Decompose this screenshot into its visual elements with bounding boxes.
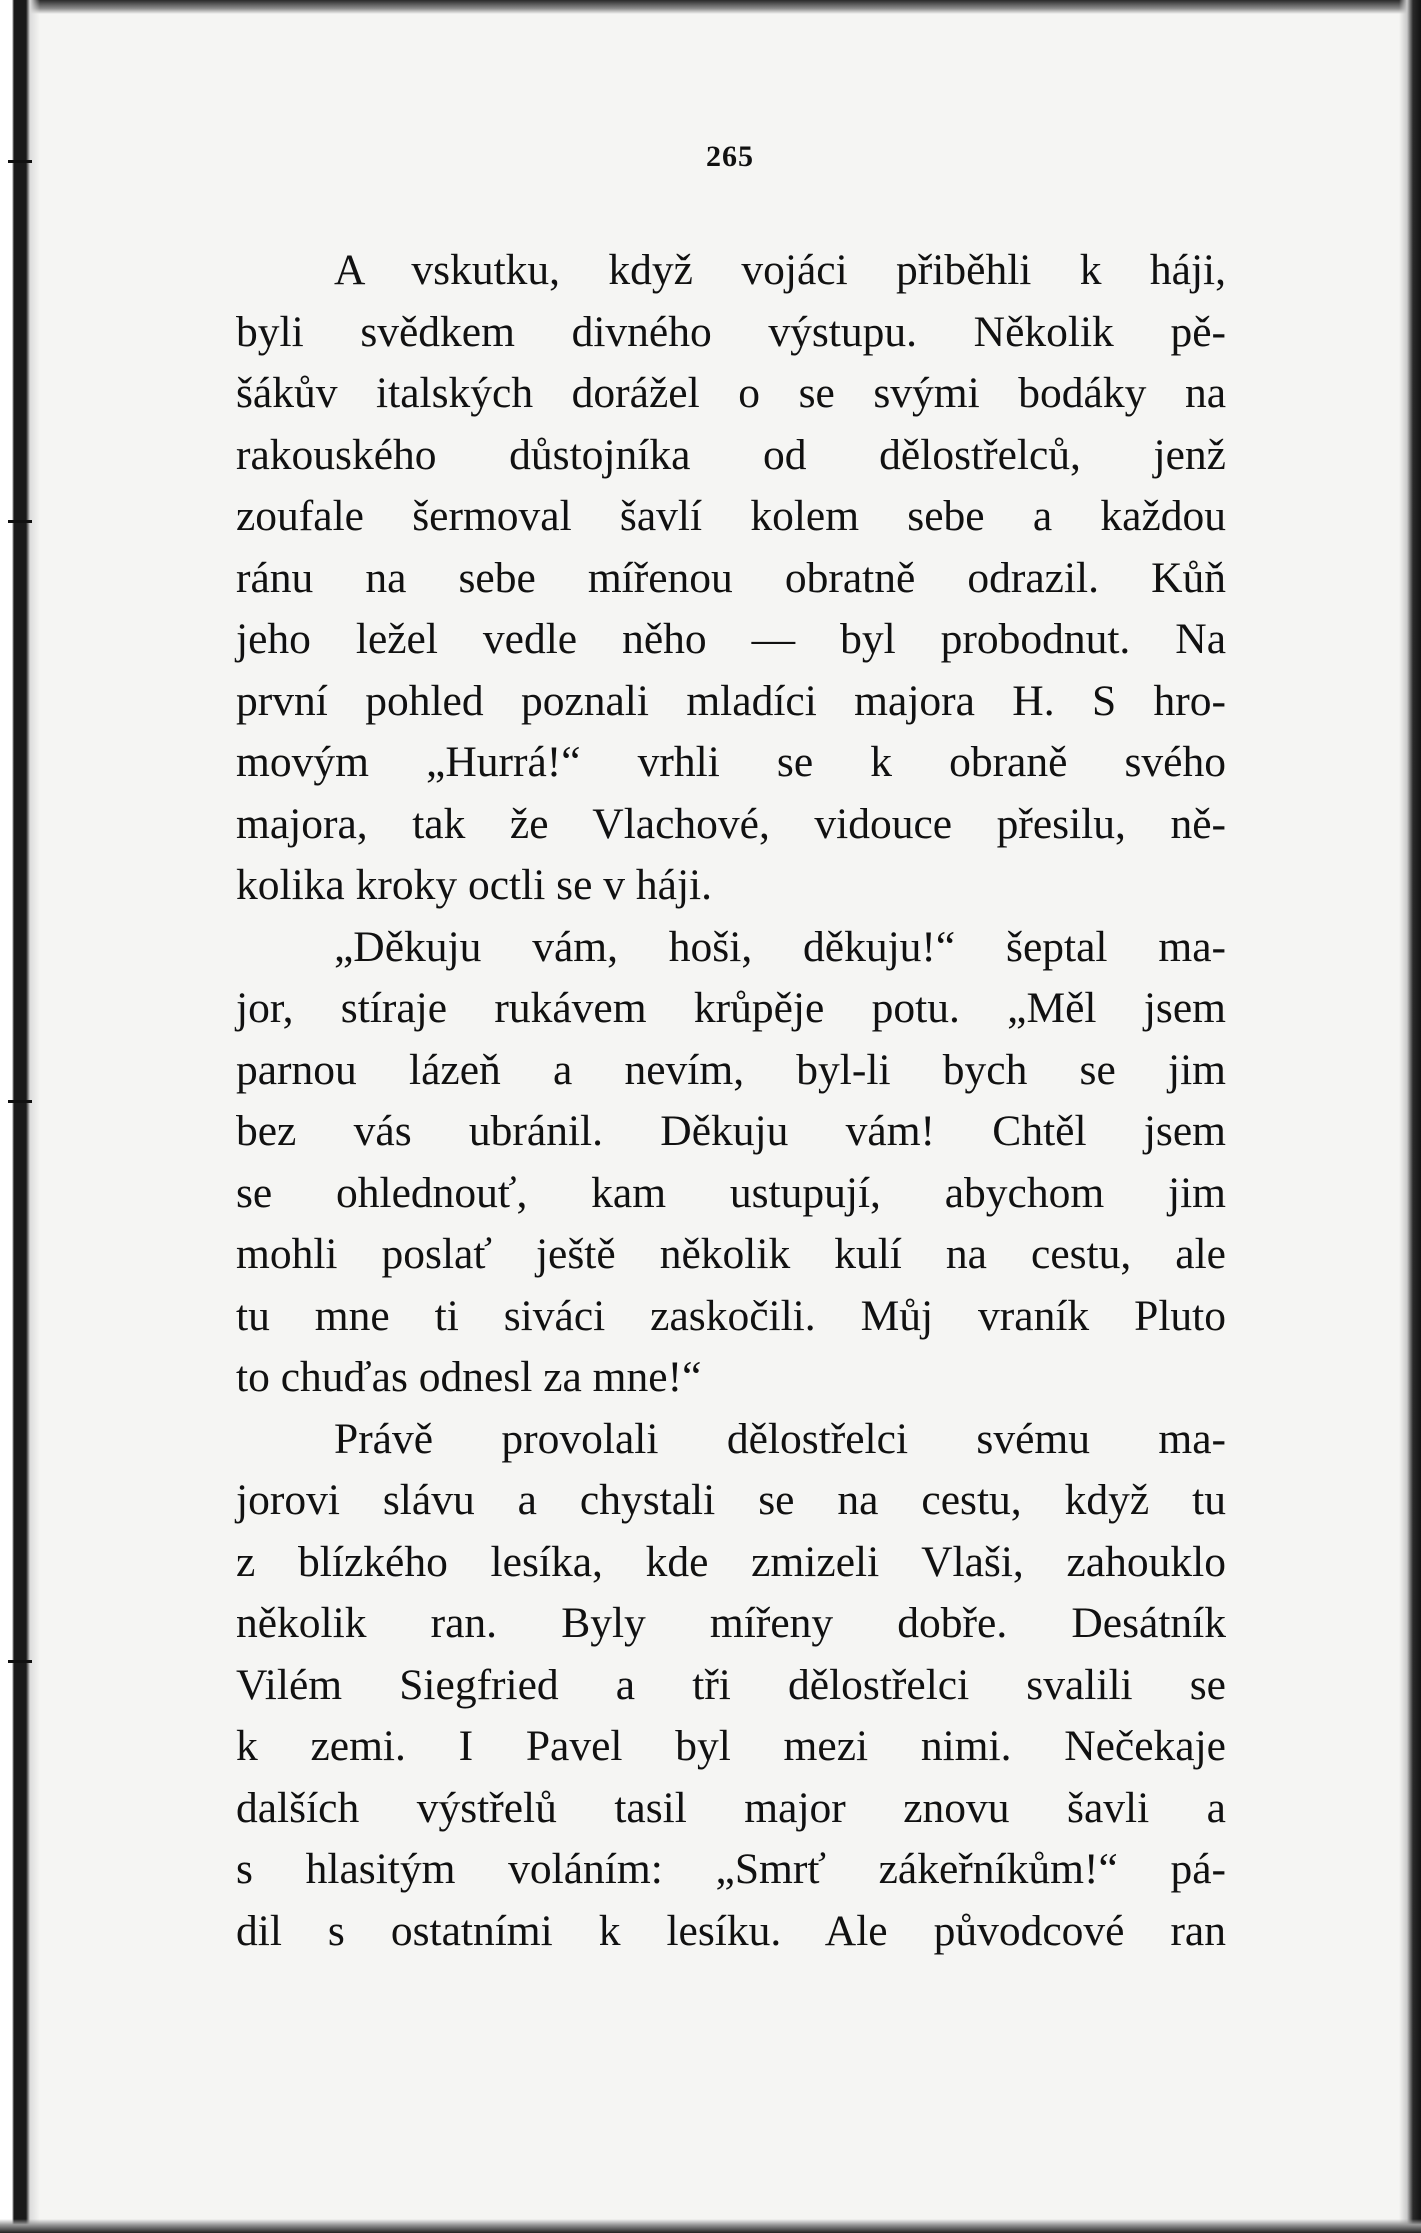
text-line: A vskutku, když vojáci přiběhli k háji,: [334, 246, 1226, 294]
text-line: „Děkuju vám, hoši, děkuju!“ šeptal ma-: [334, 922, 1226, 971]
text-line: jor, stíraje rukávem krůpěje potu. „Měl jsem: [236, 984, 1226, 1032]
text-line: zoufale šermoval šavlí kolem sebe a každou: [236, 492, 1226, 540]
text-line: byli svědkem divného výstupu. Několik pě-: [236, 307, 1226, 356]
text-line: se ohlednouť, kam ustupují, abychom jim: [236, 1168, 1226, 1217]
text-line: bez vás ubránil. Děkuju vám! Chtěl jsem: [236, 1107, 1226, 1155]
text-line: tu mne ti siváci zaskočili. Můj vraník Pluto: [236, 1291, 1226, 1340]
text-line: několik ran. Byly mířeny dobře. Desátník: [236, 1599, 1226, 1647]
text-line: parnou lázeň a nevím, byl-li bych se jim: [236, 1045, 1226, 1094]
binding-mark: [8, 1100, 32, 1103]
text-line: s hlasitým voláním: „Smrť zákeřníkům!“ pá-: [236, 1845, 1226, 1893]
binding-mark: [8, 1660, 32, 1663]
binding-mark: [8, 520, 32, 523]
text-line: z blízkého lesíka, kde zmizeli Vlaši, zahouklo: [236, 1537, 1226, 1586]
text-line: dalších výstřelů tasil major znovu šavli a: [236, 1783, 1226, 1832]
text-line: Vilém Siegfried a tři dělostřelci svalili se: [236, 1660, 1226, 1709]
scan-edge-top: [0, 0, 1421, 14]
text-line: Právě provolali dělostřelci svému ma-: [334, 1414, 1226, 1463]
text-line: kolika kroky octli se v háji.: [236, 861, 712, 909]
text-line: rakouského důstojníka od dělostřelců, jenž: [236, 430, 1226, 479]
text-line: jorovi slávu a chystali se na cestu, když tu: [236, 1476, 1226, 1524]
text-line: k zemi. I Pavel byl mezi nimi. Nečekaje: [236, 1722, 1226, 1770]
page-number: 265: [706, 140, 754, 173]
text-line: movým „Hurrá!“ vrhli se k obraně svého: [236, 738, 1226, 786]
text-line: mohli poslať ještě několik kulí na cestu, ale: [236, 1230, 1226, 1278]
text-line: to chuďas odnesl za mne!“: [236, 1353, 702, 1401]
text-line: šákův italských dorážel o se svými bodáky na: [236, 369, 1226, 417]
scan-edge-bottom: [0, 2219, 1421, 2233]
body-text: [236, 240, 1226, 1962]
scan-edge-right: [1399, 0, 1421, 2233]
scan-edge-left: [0, 0, 40, 2233]
text-line: dil s ostatními k lesíku. Ale původcové ran: [236, 1906, 1226, 1955]
text-line: jeho ležel vedle něho — byl probodnut. Na: [236, 615, 1226, 663]
text-line: ránu na sebe mířenou obratně odrazil. Kůň: [236, 553, 1226, 602]
text-line: první pohled poznali mladíci majora H. S hro-: [236, 676, 1226, 725]
text-line: majora, tak že Vlachové, vidouce přesilu, ně-: [236, 799, 1226, 848]
